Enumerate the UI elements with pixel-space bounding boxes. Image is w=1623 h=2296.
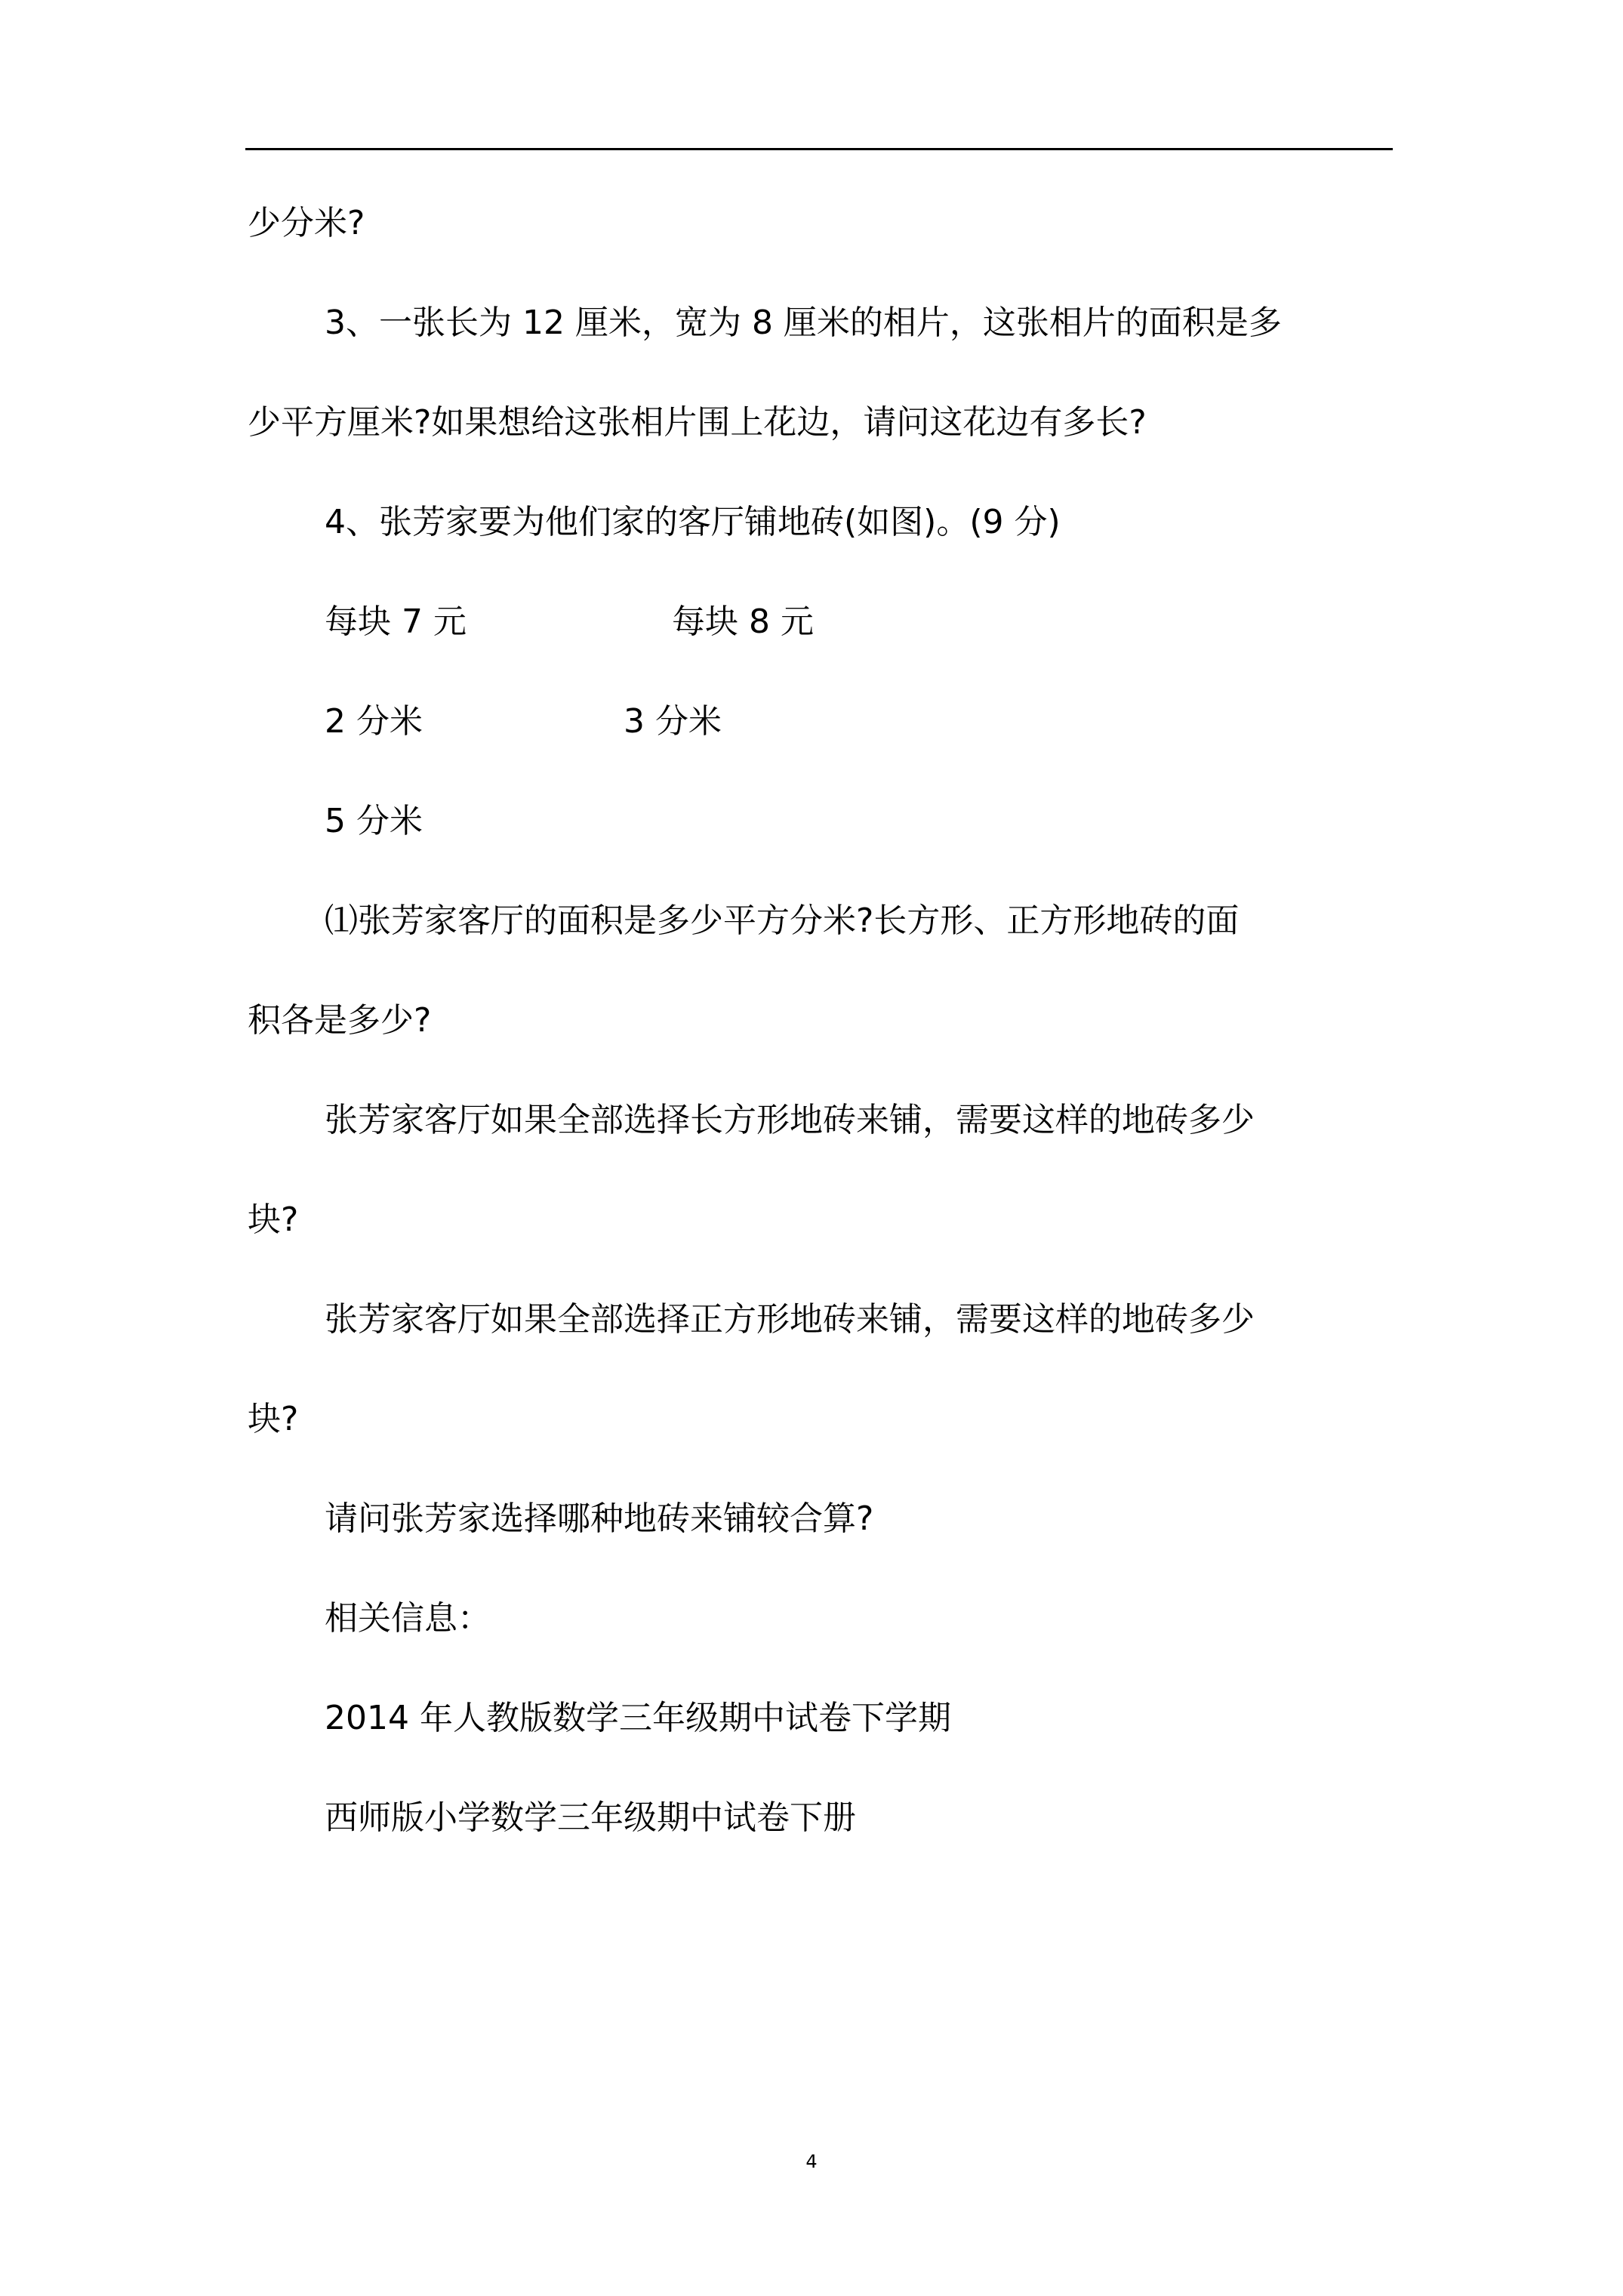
label-dim-5: 5 分米 [325,802,423,840]
header-rule [245,148,1393,150]
label-price-rect: 每块 7 元 [325,603,467,641]
question-3-line-1: 3、一张长为 12 厘米，宽为 8 厘米的相片，这张相片的面积是多 [325,304,1282,342]
sub-question-1-line-1: ⑴张芳家客厅的面积是多少平方分米?长方形、正方形地砖的面 [325,901,1240,940]
sub-question-3-line-1: 张芳家客厅如果全部选择正方形地砖来铺，需要这样的地砖多少 [325,1300,1255,1339]
related-info-heading: 相关信息： [325,1599,491,1638]
related-link-1[interactable]: 2014 年人教版数学三年级期中试卷下学期 [325,1699,951,1737]
sub-question-2-line-1: 张芳家客厅如果全部选择长方形地砖来铺，需要这样的地砖多少 [325,1101,1255,1139]
sub-question-2-line-2: 块? [248,1200,299,1239]
sub-question-1-line-2: 积各是多少? [248,1001,432,1040]
text-line-1: 少分米? [248,204,365,242]
related-link-2[interactable]: 西师版小学数学三年级期中试卷下册 [325,1798,856,1837]
sub-question-4: 请问张芳家选择哪种地砖来铺较合算? [325,1499,874,1538]
page-number: 4 [805,2151,818,2172]
label-price-square: 每块 8 元 [672,603,814,641]
label-dim-2: 2 分米 [325,702,423,741]
sub-question-3-line-2: 块? [248,1400,299,1438]
question-3-line-2: 少平方厘米?如果想给这张相片围上花边，请问这花边有多长? [248,403,1147,442]
label-dim-3: 3 分米 [624,702,722,741]
question-4-title: 4、张芳家要为他们家的客厅铺地砖(如图)。(9 分) [325,503,1061,541]
